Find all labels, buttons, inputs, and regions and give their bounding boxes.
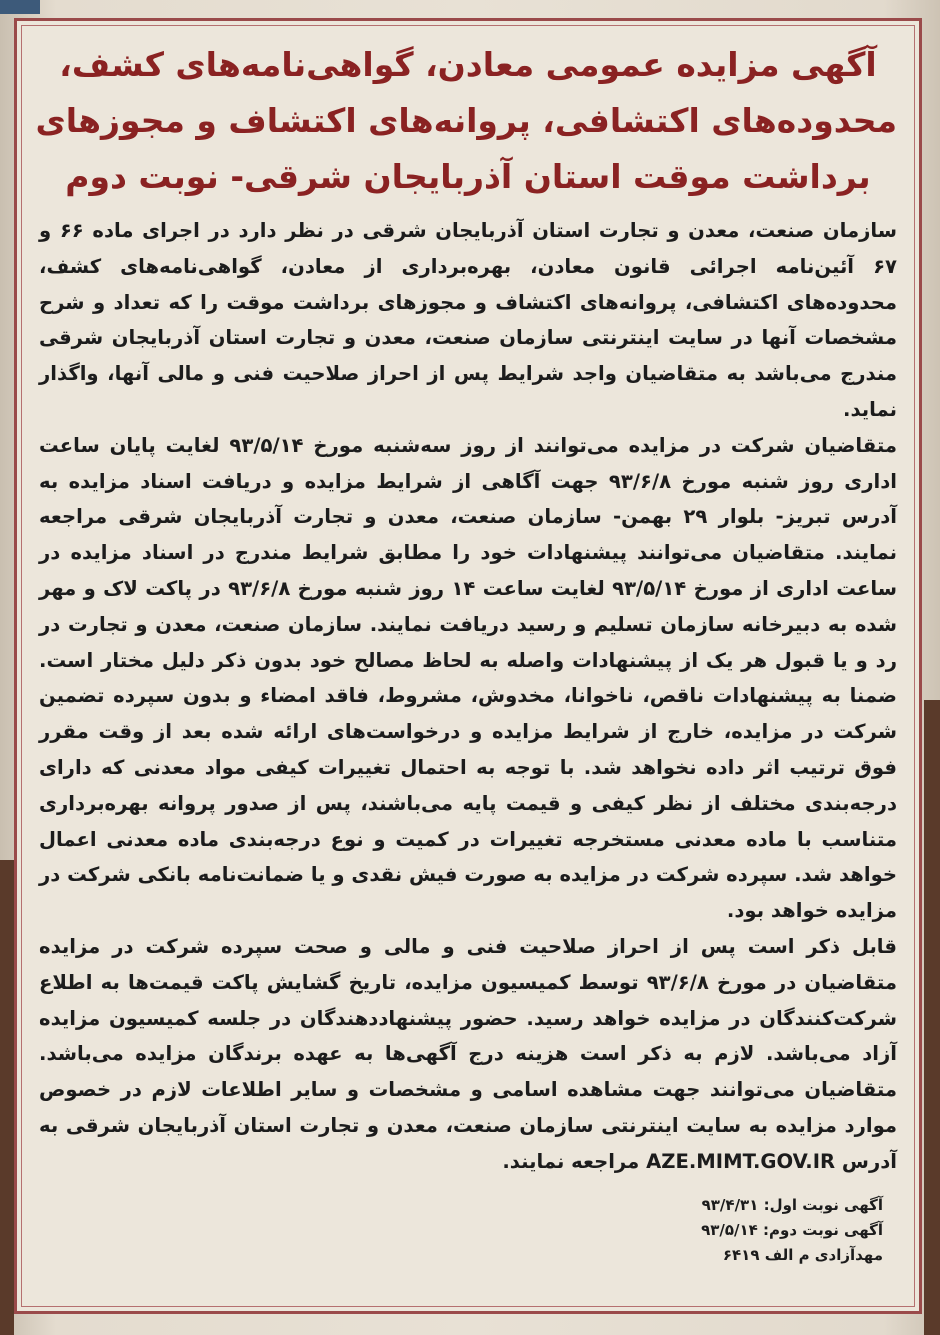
notice-title-line-2: محدوده‌های اکتشافی، پروانه‌های اکتشاف و مجوزهای <box>35 101 897 140</box>
website-address: AZE.MIMT.GOV.IR <box>646 1149 836 1173</box>
scan-edge-right <box>924 700 940 1335</box>
notice-footer <box>701 1193 883 1268</box>
scan-edge-left <box>0 860 14 1335</box>
notice-title-line-3: برداشت موقت استان آذربایجان شرقی- نوبت دوم <box>65 157 871 196</box>
scan-edge-top-left <box>0 0 40 14</box>
notice-closing: مراجعه نمایند. <box>502 1149 640 1173</box>
publisher-code: مهدآزادی م الف ۶۴۱۹ <box>722 1246 883 1264</box>
notice-paragraph-2: متقاضیان شرکت در مزایده می‌توانند از روز سه‌شنبه مورخ ۹۳/۵/۱۴ لغایت پایان ساعت اداری روز شنبه مورخ ۹۳/۶/۸ جهت آگاهی از شرایط مزایده و دریافت اسناد مزایده به آدرس تبریز- بلوار ۲۹ بهمن- سازمان صنعت، معدن و تجارت آذربایجان شرقی مراجعه نمایند. متقاضیان می‌توانند پیشنهادات خود را مطابق شرایط مندرج در اسناد مزایده در ساعت اداری از مورخ ۹۳/۵/۱۴ لغایت ساعت ۱۴ روز شنبه مورخ ۹۳/۶/۸ در پاکت لاک و مهر شده به دبیرخانه سازمان تسلیم و رسید دریافت نمایند. سازمان صنعت، معدن و تجارت در رد و یا قبول هر یک از پیشنهادات واصله به لحاظ مصالح خود بدون ذکر دلیل مختار است. ضمنا به پیشنهادات ناقص، ناخوانا، مخدوش، مشروط، فاقد امضاء و بدون سپرده تضمین شرکت در مزایده، خارج از شرایط مزایده و درخواست‌های ارائه شده بعد از وقت مقرر فوق ترتیب اثر داده نخواهد شد. با توجه به احتمال تغییرات کیفی مواد معدنی که دارای درجه‌بندی مختلف از نظر کیفی و قیمت پایه می‌باشند، پس از صدور پروانه بهره‌برداری متناسب با ماده معدنی مستخرجه تغییرات در کمیت و نوع درجه‌بندی ماده معدنی اعمال خواهد شد. سپرده شرکت در مزایده به صورت فیش نقدی و یا ضمانت‌نامه بانکی شرکت در مزایده خواهد بود. <box>39 433 898 923</box>
notice-title-line-1: آگهی مزایده عمومی معادن، گواهی‌نامه‌های کشف، <box>59 45 877 84</box>
notice-paragraph-3 <box>39 929 897 1180</box>
first-round-date: آگهی نوبت اول: ۹۳/۴/۳۱ <box>701 1196 883 1214</box>
notice-content <box>35 33 898 1180</box>
notice-title <box>35 37 897 205</box>
second-round-date: آگهی نوبت دوم: ۹۳/۵/۱۴ <box>701 1221 883 1239</box>
notice-paragraph-3-text: قابل ذکر است پس از احراز صلاحیت فنی و مالی و صحت سپرده شرکت در مزایده متقاضیان در مورخ ۹۳/۶/۸ توسط کمیسیون مزایده، تاریخ گشایش پاکت قیمت‌ها به اطلاع شرکت‌کنندگان در مزایده خواهد رسید. حضور پیشنهاددهندگان در جلسه کمیسیون مزایده آزاد می‌باشد. لازم به ذکر است هزینه درج آگهی‌ها به عهده برندگان مزایده می‌باشد. متقاضیان می‌توانند جهت مشاهده اسامی و مشخصات و سایر اطلاعات لازم در خصوص موارد مزایده به سایت اینترنتی سازمان صنعت، معدن و تجارت استان آذربایجان شرقی به آدرس <box>39 934 897 1173</box>
notice-paragraph-1: سازمان صنعت، معدن و تجارت استان آذربایجان شرقی در نظر دارد در اجرای ماده ۶۶ و ۶۷ آئین‌نامه اجرائی قانون معادن، بهره‌برداری از معادن، گواهی‌نامه‌های کشف، محدوده‌های اکتشافی، پروانه‌های اکتشاف و مجوزهای برداشت موقت را که تعداد و شرح مشخصات آنها در سایت اینترنتی سازمان صنعت، معدن و تجارت استان آذربایجان شرقی مندرج می‌باشد به متقاضیان واجد شرایط پس از احراز صلاحیت فنی و مالی آنها، واگذار نماید. <box>39 219 897 421</box>
notice-frame <box>14 18 922 1314</box>
